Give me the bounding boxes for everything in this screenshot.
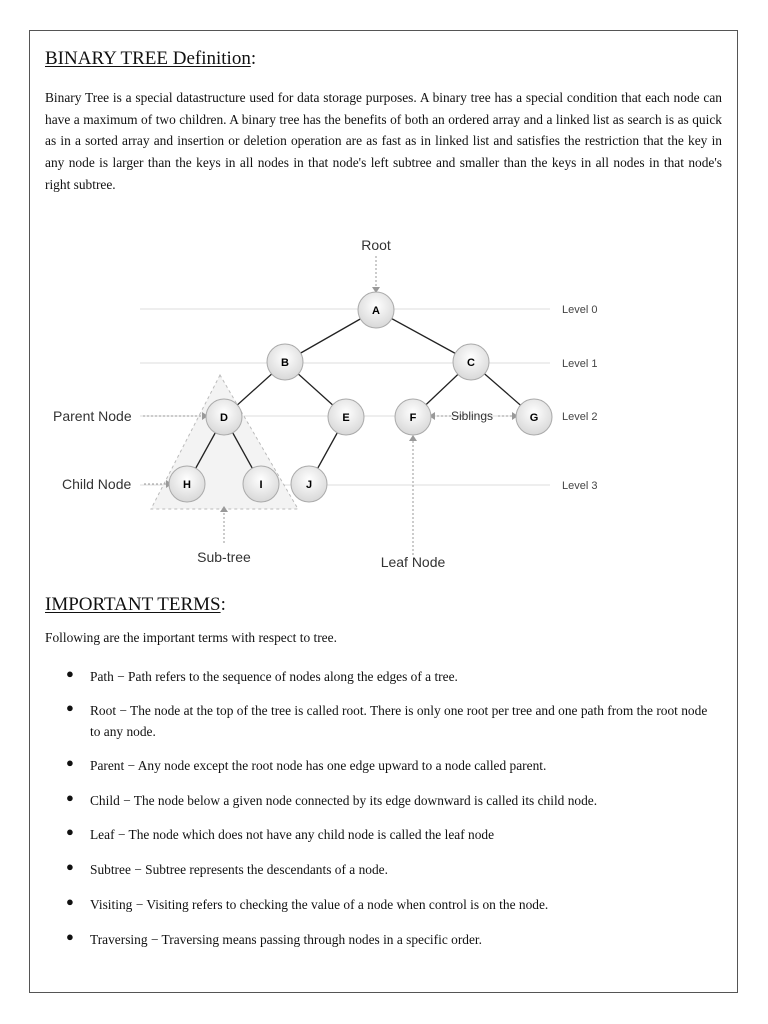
node-d-label: D <box>220 412 228 424</box>
child-node-label: Child Node <box>62 476 132 492</box>
node-e-label: E <box>342 412 350 424</box>
definition-colon: : <box>250 48 257 69</box>
term-text: Root − The node at the top of the tree is called root. There is only one root per tree and one path from the root node to any node. <box>90 703 708 739</box>
node-i <box>243 466 279 502</box>
node-g-label: G <box>529 412 539 424</box>
term-text: Parent − Any node except the root node has one edge upward to a node called parent. <box>90 758 547 773</box>
term-text: Leaf − The node which does not have any child node is called the leaf node <box>90 827 495 842</box>
node-c <box>453 344 489 380</box>
node-h-label: H <box>183 479 191 491</box>
bullet-icon: ● <box>66 894 74 909</box>
bullet-icon: ● <box>66 929 74 944</box>
leaf-node-arrow-head <box>409 435 417 441</box>
level-0-label: Level 0 <box>562 304 598 316</box>
binary-tree-diagram <box>40 228 640 573</box>
term-text: Subtree − Subtree represents the descendants of a node. <box>90 862 388 877</box>
node-h <box>169 466 205 502</box>
term-text: Child − The node below a given node connected by its edge downward is called its child node. <box>90 793 598 808</box>
node-a <box>358 292 394 328</box>
node-i-label: I <box>259 479 263 491</box>
node-a-label: A <box>372 305 380 317</box>
level-2-label: Level 2 <box>562 411 598 423</box>
bullet-icon: ● <box>66 666 74 681</box>
parent-node-label: Parent Node <box>53 408 132 424</box>
definition-title: BINARY TREE Definition <box>45 48 251 69</box>
bullet-icon: ● <box>66 790 74 805</box>
node-f <box>395 399 431 435</box>
bullet-icon: ● <box>66 859 74 874</box>
node-j-label: J <box>305 479 313 491</box>
terms-heading <box>45 594 226 616</box>
annotation-arrows <box>143 256 513 555</box>
level-labels <box>562 304 597 492</box>
level-1-label: Level 1 <box>562 358 598 370</box>
node-f-label: F <box>409 412 417 424</box>
bullet-icon: ● <box>66 700 74 715</box>
node-b-label: B <box>281 357 289 369</box>
level-3-label: Level 3 <box>562 480 598 492</box>
definition-heading <box>45 48 256 70</box>
definition-paragraph: Binary Tree is a special datastructure used for data storage purposes. A binary tree has a special condition that each node can have a maximum of two children. A binary tree has the benefits of both an ordered array and a linked list as search is as quick as in a sorted array and insertion or deletion operation are as fast as in linked list and satisfies the restriction that the key in any node is larger than the keys in all nodes in that node's left subtree and smaller than the keys in all nodes in that node's right subtree. <box>45 90 722 192</box>
term-text: Visiting − Visiting refers to checking the value of a node when control is on the node. <box>90 897 549 912</box>
node-e <box>328 399 364 435</box>
siblings-label: Siblings <box>450 409 494 423</box>
leaf-node-label: Leaf Node <box>380 554 446 570</box>
terms-intro: Following are the important terms with respect to tree. <box>45 630 337 645</box>
node-j <box>291 466 327 502</box>
node-g <box>516 399 552 435</box>
bullet-icon: ● <box>66 824 74 839</box>
terms-colon: : <box>220 594 226 615</box>
term-text: Traversing − Traversing means passing through nodes in a specific order. <box>90 932 482 947</box>
term-text: Path − Path refers to the sequence of nodes along the edges of a tree. <box>90 669 458 684</box>
node-d <box>206 399 242 435</box>
sub-tree-label: Sub-tree <box>197 549 251 565</box>
terms-title: IMPORTANT TERMS <box>45 594 221 615</box>
node-b <box>267 344 303 380</box>
node-c-label: C <box>467 357 475 369</box>
bullet-icon: ● <box>66 755 74 770</box>
root-label: Root <box>361 237 391 253</box>
